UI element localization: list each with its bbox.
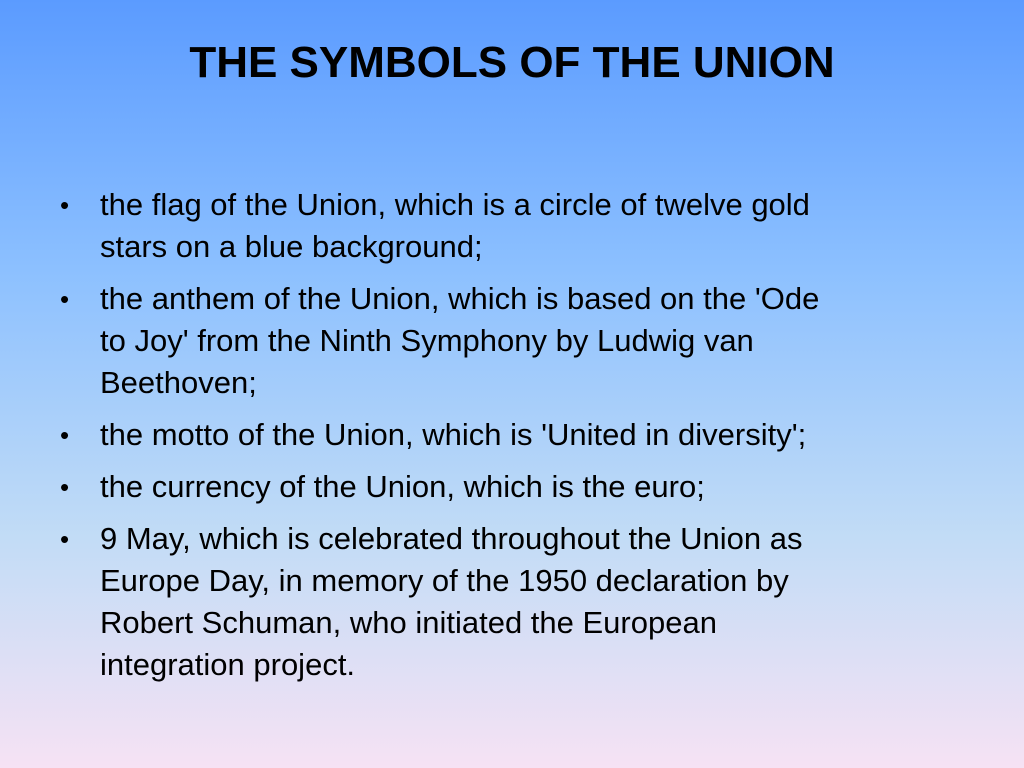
bullet-marker: • (60, 524, 70, 554)
slide-title: THE SYMBOLS OF THE UNION (189, 38, 835, 87)
bullet-line: stars on a blue background; (100, 229, 483, 264)
bullet-line: Robert Schuman, who initiated the European (100, 605, 717, 640)
bullet-line: the anthem of the Union, which is based on the 'Ode (100, 281, 820, 316)
bullet-line: the flag of the Union, which is a circle of twelve gold (100, 187, 810, 222)
bullet-marker: • (60, 190, 70, 220)
bullet-line: Europe Day, in memory of the 1950 declaration by (100, 563, 789, 598)
bullet-line: the currency of the Union, which is the euro; (100, 469, 705, 504)
bullet-line: the motto of the Union, which is 'United in diversity'; (100, 417, 807, 452)
bullet-item-motto (56, 414, 956, 456)
bullet-list (56, 184, 956, 696)
bullet-item-anthem (56, 278, 956, 404)
bullet-marker: • (60, 284, 70, 314)
bullet-line: Beethoven; (100, 365, 257, 400)
bullet-line: 9 May, which is celebrated throughout the Union as (100, 521, 803, 556)
bullet-line: to Joy' from the Ninth Symphony by Ludwig van (100, 323, 754, 358)
bullet-item-currency (56, 466, 956, 508)
bullet-marker: • (60, 420, 70, 450)
bullet-marker: • (60, 472, 70, 502)
bullet-item-europe-day (56, 518, 956, 686)
bullet-line: integration project. (100, 647, 356, 682)
bullet-item-flag (56, 184, 956, 268)
